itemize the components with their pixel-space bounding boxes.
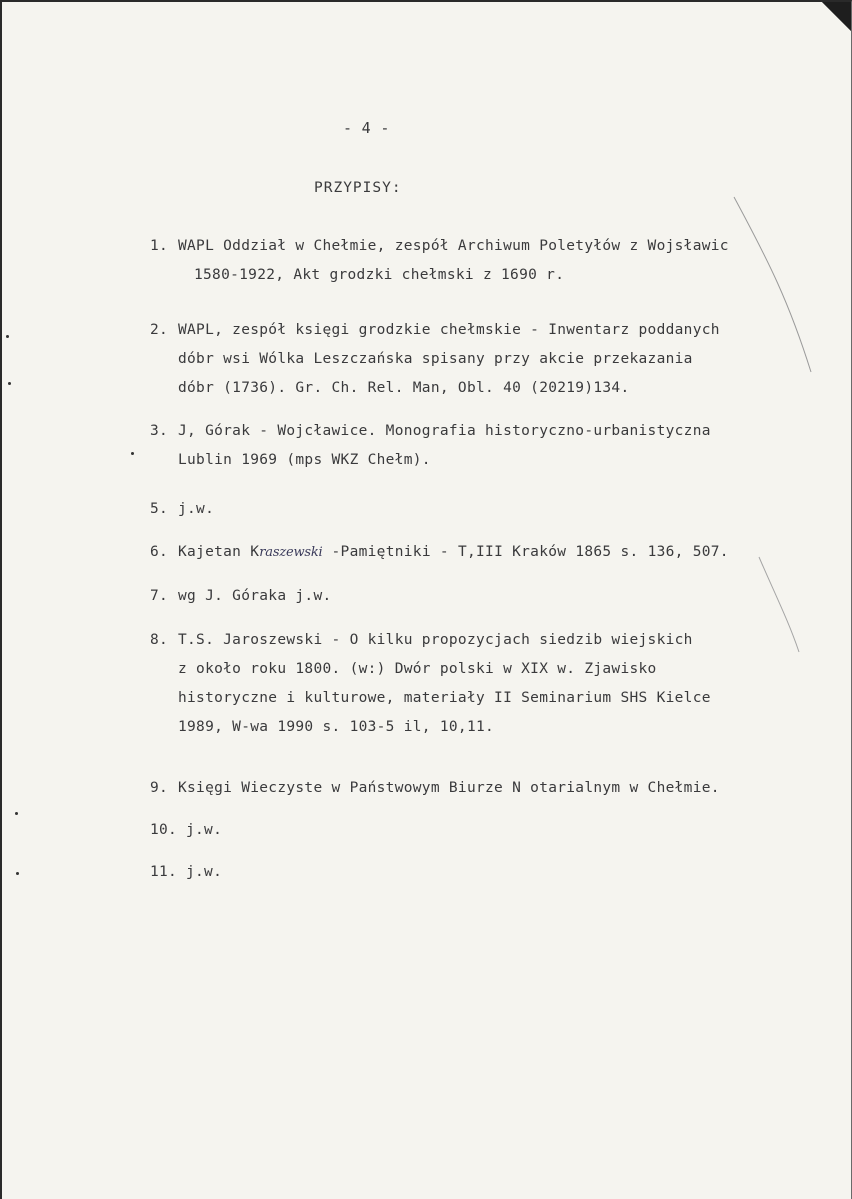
footnote-line: T.S. Jaroszewski - O kilku propozycjach siedzib wiejskich <box>178 632 693 648</box>
margin-dot <box>8 382 11 385</box>
footnote-2 <box>150 316 720 403</box>
footnote-line: z około roku 1800. (w:) Dwór polski w XIX w. Zjawisko <box>178 661 657 677</box>
footnote-9 <box>150 774 720 803</box>
page-number: - 4 - <box>343 119 390 137</box>
footnote-number: 11. <box>150 864 178 880</box>
margin-scribble-lines <box>0 2 851 1199</box>
footnote-number: 1. <box>150 238 169 254</box>
footnote-line: historyczne i kulturowe, materiały II Seminarium SHS Kielce <box>178 690 711 706</box>
footnote-number: 7. <box>150 588 169 604</box>
footnote-line: WAPL Oddział w Chełmie, zespół Archiwum Poletyłów z Wojsławic <box>178 238 729 254</box>
footnote-1 <box>150 232 729 290</box>
handwritten-correction: raszewski <box>259 545 323 560</box>
footnote-line: dóbr (1736). Gr. Ch. Rel. Man, Obl. 40 (20219)134. <box>178 380 630 396</box>
footnotes-heading: PRZYPISY: <box>314 180 402 196</box>
footnote-10 <box>150 816 222 845</box>
scan-corner-mark <box>819 2 851 34</box>
footnote-number: 5. <box>150 501 169 517</box>
footnote-line: Księgi Wieczyste w Państwowym Biurze N otarialnym w Chełmie. <box>178 780 720 796</box>
footnote-8 <box>150 626 711 742</box>
footnote-text: Kajetan K <box>178 544 260 560</box>
footnote-7 <box>150 582 332 611</box>
margin-dot <box>15 812 18 815</box>
margin-dot <box>6 335 9 338</box>
margin-dot <box>16 872 19 875</box>
footnote-line: 1989, W-wa 1990 s. 103-5 il, 10,11. <box>178 719 495 735</box>
footnote-number: 3. <box>150 423 169 439</box>
footnote-number: 8. <box>150 632 169 648</box>
footnote-number: 6. <box>150 544 169 560</box>
footnote-3 <box>150 417 711 475</box>
footnote-line: wg J. Góraka j.w. <box>178 588 332 604</box>
footnote-11 <box>150 858 222 887</box>
footnote-line: dóbr wsi Wólka Leszczańska spisany przy akcie przekazania <box>178 351 693 367</box>
footnote-text: -Pamiętniki - T,III Kraków 1865 s. 136, 507. <box>322 544 729 560</box>
margin-dot <box>131 452 134 455</box>
footnote-number: 10. <box>150 822 178 838</box>
footnote-line: j.w. <box>186 864 223 880</box>
footnote-line: 1580-1922, Akt grodzki chełmski z 1690 r. <box>194 267 565 283</box>
footnote-number: 9. <box>150 780 169 796</box>
footnote-5 <box>150 495 214 524</box>
footnote-line: j.w. <box>186 822 223 838</box>
footnote-line: Lublin 1969 (mps WKZ Chełm). <box>178 452 431 468</box>
footnote-line: j.w. <box>178 501 215 517</box>
footnote-6 <box>150 538 729 567</box>
footnote-number: 2. <box>150 322 169 338</box>
footnote-line: WAPL, zespół księgi grodzkie chełmskie - Inwentarz poddanych <box>178 322 720 338</box>
footnote-line: J, Górak - Wojcławice. Monografia historyczno-urbanistyczna <box>178 423 711 439</box>
